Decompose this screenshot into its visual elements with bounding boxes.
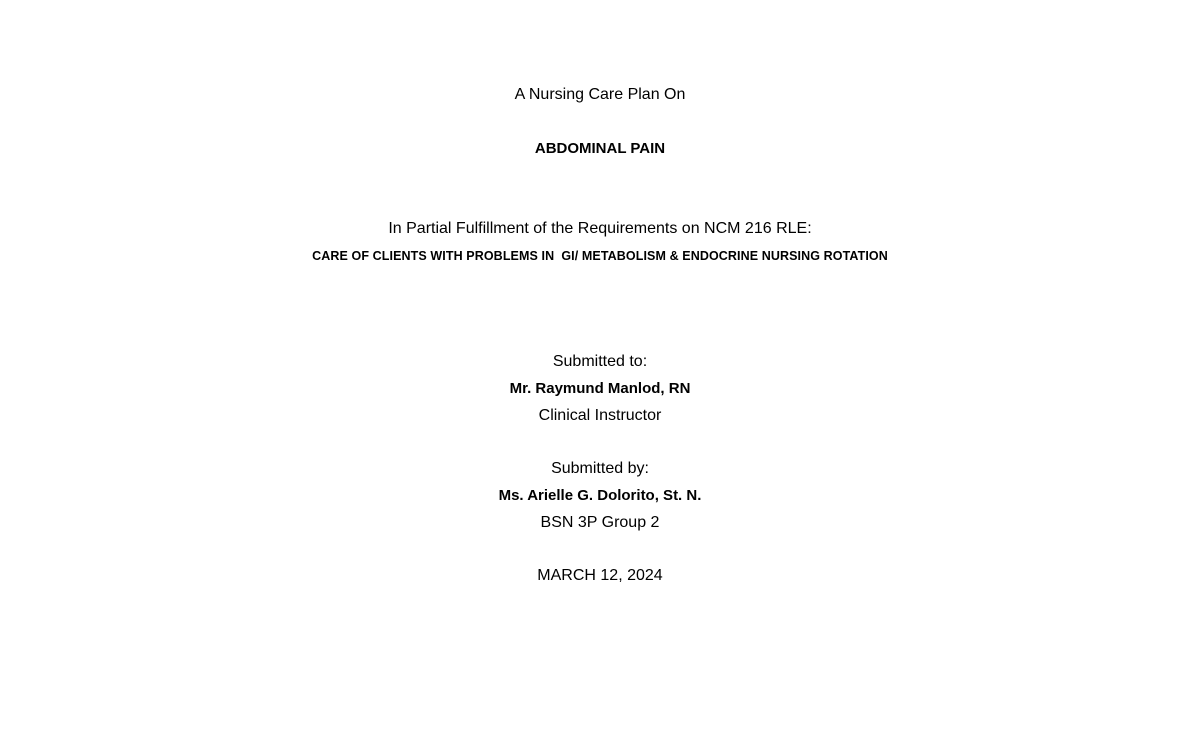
submitted-to-label: Submitted to: xyxy=(552,353,648,370)
student-name: Ms. Arielle G. Dolorito, St. N. xyxy=(498,487,702,504)
student-group: BSN 3P Group 2 xyxy=(540,514,660,531)
course-line: CARE OF CLIENTS WITH PROBLEMS IN GI/ METABOLISM & ENDOCRINE NURSING ROTATION xyxy=(312,249,888,263)
instructor-role: Clinical Instructor xyxy=(538,407,662,424)
document-title: ABDOMINAL PAIN xyxy=(534,140,666,157)
submission-date: MARCH 12, 2024 xyxy=(537,567,663,584)
submitted-by-label: Submitted by: xyxy=(551,460,649,477)
fulfillment-line: In Partial Fulfillment of the Requirements on NCM 216 RLE: xyxy=(388,220,812,237)
instructor-name: Mr. Raymund Manlod, RN xyxy=(509,380,691,397)
intro-line: A Nursing Care Plan On xyxy=(514,86,686,103)
